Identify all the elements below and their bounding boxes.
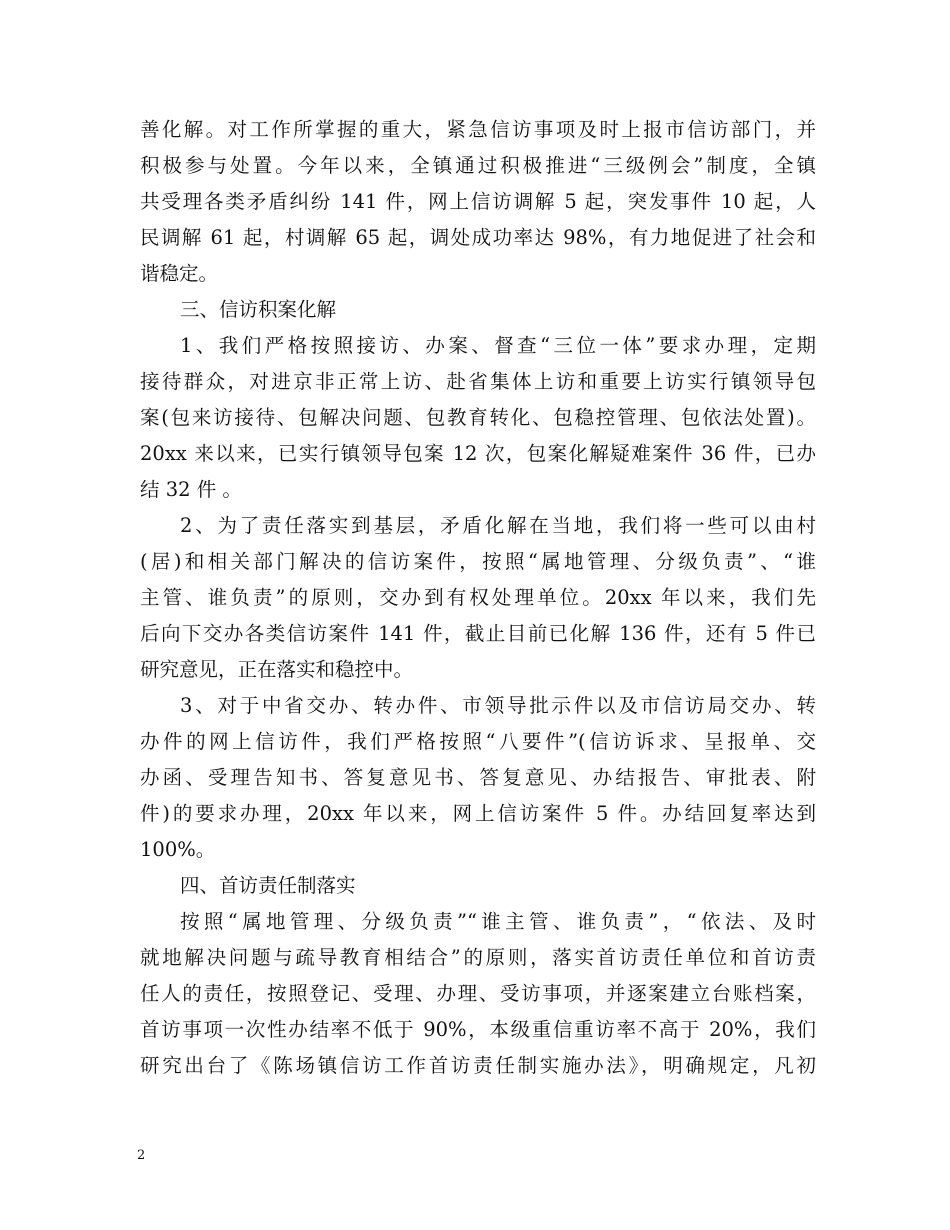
text-line: 研究意见，正在落实和稳控中。 — [140, 658, 414, 681]
text-line: 任人的责任，按照登记、受理、办理、受访事项，并逐案建立台账档案， — [140, 982, 816, 1005]
text-line: 3、对于中省交办、转办件、市领导批示件以及市信访局交办、转 — [180, 694, 816, 717]
text-line: 接待群众，对进京非正常上访、赴省集体上访和重要上访实行镇领导包 — [140, 370, 816, 393]
text-line: 共受理各类矛盾纠纷 141 件，网上信访调解 5 起，突发事件 10 起，人 — [140, 190, 816, 213]
page-number: 2 — [137, 1148, 146, 1163]
text-line: 善化解。对工作所掌握的重大，紧急信访事项及时上报市信访部门，并 — [140, 118, 816, 141]
text-line: 首访事项一次性办结率不低于 90%，本级重信重访率不高于 20%，我们 — [140, 1018, 816, 1041]
text-line: 谐稳定。 — [140, 262, 219, 285]
text-line: 主管、谁负责”的原则，交办到有权处理单位。20xx 年以来，我们先 — [140, 586, 816, 609]
text-line: 就地解决问题与疏导教育相结合”的原则，落实首访责任单位和首访责 — [140, 946, 816, 969]
text-line: 办件的网上信访件，我们严格按照“八要件”(信访诉求、呈报单、交 — [140, 730, 816, 753]
text-line: 结 32 件 。 — [140, 478, 242, 501]
text-line: (居)和相关部门解决的信访案件，按照“属地管理、分级负责”、“谁 — [140, 550, 816, 573]
text-line: 后向下交办各类信访案件 141 件，截止目前已化解 136 件，还有 5 件已 — [140, 622, 816, 645]
text-line: 积极参与处置。今年以来，全镇通过积极推进“三级例会”制度，全镇 — [140, 154, 816, 177]
text-line: 案(包来访接待、包解决问题、包教育转化、包稳控管理、包依法处置)。 — [140, 406, 816, 429]
text-line: 20xx 来以来，已实行镇领导包案 12 次，包案化解疑难案件 36 件，已办 — [140, 442, 816, 465]
text-line: 2、为了责任落实到基层，矛盾化解在当地，我们将一些可以由村 — [180, 514, 816, 537]
text-line: 1、我们严格按照接访、办案、督查“三位一体”要求办理，定期 — [180, 334, 816, 357]
text-line: 件)的要求办理，20xx 年以来，网上信访案件 5 件。办结回复率达到 — [140, 802, 816, 825]
text-line: 办函、受理告知书、答复意见书、答复意见、办结报告、审批表、附 — [140, 766, 816, 789]
text-line: 100%。 — [140, 838, 216, 861]
section-heading: 四、首访责任制落实 — [180, 874, 356, 897]
text-line: 研究出台了《陈场镇信访工作首访责任制实施办法》，明确规定，凡初 — [140, 1054, 816, 1077]
section-heading: 三、信访积案化解 — [180, 298, 337, 321]
text-line: 按照“属地管理、分级负责”“谁主管、谁负责”，“依法、及时 — [180, 910, 816, 933]
text-line: 民调解 61 起，村调解 65 起，调处成功率达 98%，有力地促进了社会和 — [140, 226, 816, 249]
document-body — [140, 112, 816, 1084]
